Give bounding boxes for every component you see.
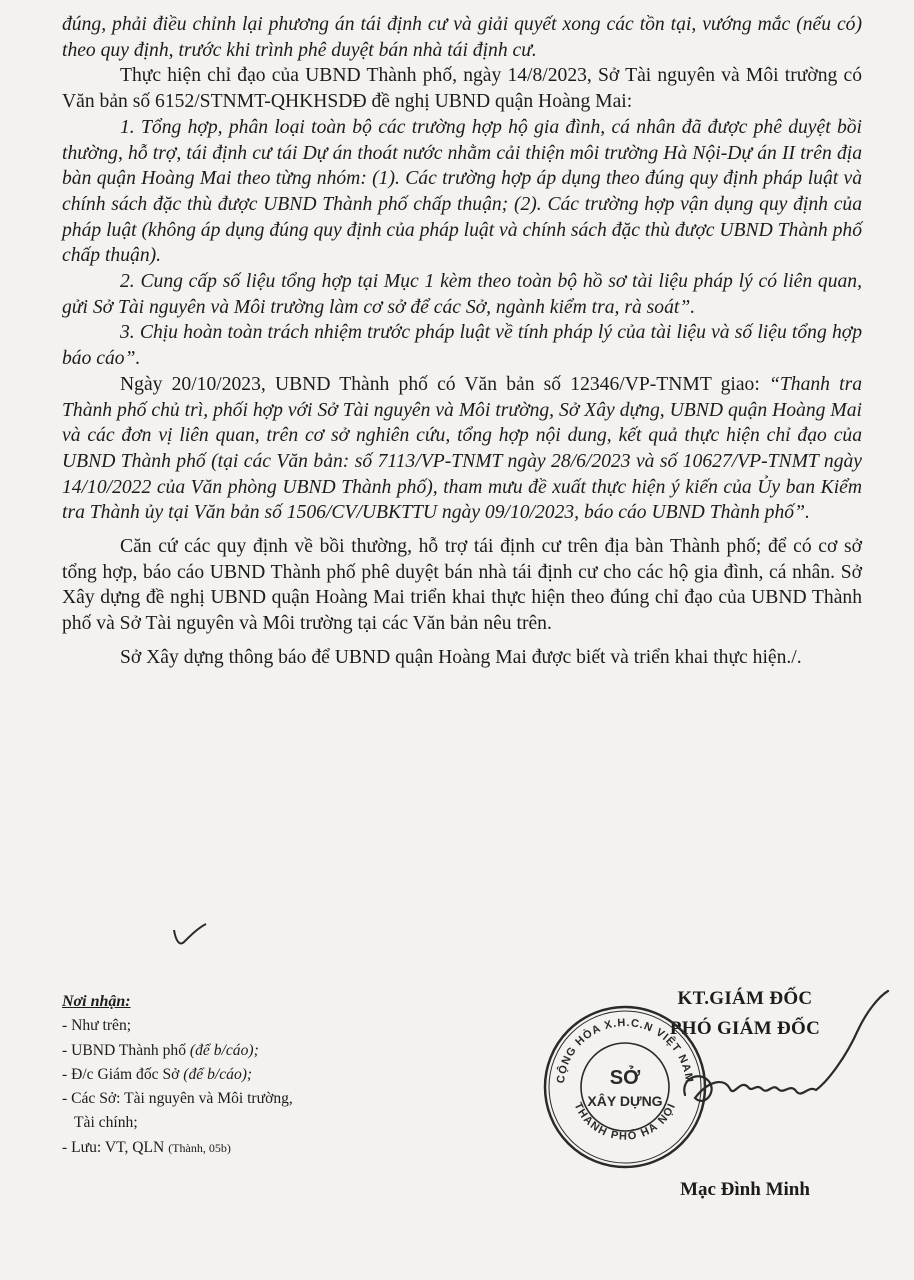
seal-center-top: SỞ — [609, 1067, 641, 1089]
recipient-item: - Đ/c Giám đốc Sở (để b/cáo); — [62, 1065, 253, 1083]
signature-title-line-1: KT.GIÁM ĐỐC — [677, 988, 813, 1009]
paragraph-directive-intro: Thực hiện chỉ đạo của UBND Thành phố, ngày 14/8/2023, Sở Tài nguyên và Môi trường có Văn bản số 6152/STNMT-QHKHSDĐ đề nghị UBND quận Hoàng Mai: — [62, 65, 862, 113]
handwritten-signature — [650, 985, 900, 1135]
seal-ring-top-text: CỘNG HÒA X.H.C.N VIỆT NAM — [555, 1016, 696, 1084]
recipient-item: Tài chính; — [74, 1114, 138, 1132]
recipient-item: - UBND Thành phố (để b/cáo); — [62, 1041, 259, 1059]
signer-name: Mạc Đình Minh — [680, 1179, 810, 1200]
seal-ring-bottom-text: THÀNH PHỐ HÀ NỘI — [571, 1100, 679, 1143]
recipients-block — [62, 990, 442, 1160]
paragraph-request: Căn cứ các quy định về bồi thường, hỗ trợ tái định cư trên địa bàn Thành phố; để có cơ sở tổng hợp, báo cáo UBND Thành phố phê duyệt bán nhà tái định cư cho các hộ gia đình, cá nhân. Sở Xây dựng đề nghị UBND quận Hoàng Mai triển khai thực hiện theo đúng chỉ đạo của UBND Thành phố và Sở Tài nguyên và Môi trường tại các Văn bản nêu trên. — [62, 536, 862, 635]
official-letter-lead: Ngày 20/10/2023, UBND Thành phố có Văn bản số 12346/VP-TNMT giao: — [120, 373, 760, 395]
paragraph-item-2: 2. Cung cấp số liệu tổng hợp tại Mục 1 kèm theo toàn bộ hồ sơ tài liệu pháp lý có liên quan, gửi Sở Tài nguyên và Môi trường làm cơ sở để các Sở, ngành kiểm tra, rà soát”. — [62, 271, 862, 318]
seal-center-bottom: XÂY DỰNG — [587, 1093, 663, 1109]
recipient-item: - Các Sở: Tài nguyên và Môi trường, — [62, 1090, 293, 1108]
signature-title-line-2: PHÓ GIÁM ĐỐC — [669, 1018, 821, 1039]
recipient-item: - Như trên; — [62, 1017, 132, 1035]
official-letter-quote: “Thanh tra Thành phố chủ trì, phối hợp với Sở Tài nguyên và Môi trường, Sở Xây dựng, UBND quận Hoàng Mai và các đơn vị liên quan, trên cơ sở nghiên cứu, tổng hợp nội dung, kết quả thực hiện chỉ đạo của UBND Thành phố (tại các Văn bản: số 7113/VP-TNMT ngày 28/6/2023 và số 10627/VP-TNMT ngày 14/10/2022 của Văn phòng UBND Thành phố), tham mưu đề xuất thực hiện ý kiến của Ủy ban Kiểm tra Thành ủy tại Văn bản số 1506/CV/UBKTTU ngày 09/10/2023, báo cáo UBND Thành phố”. — [62, 373, 863, 524]
paragraph-item-1: 1. Tổng hợp, phân loại toàn bộ các trường hợp hộ gia đình, cá nhân đã được phê duyệt bồi thường, hỗ trợ, tái định cư tái Dự án thoát nước nhằm cải thiện môi trường Hà Nội-Dự án II trên địa bàn quận Hoàng Mai theo từng nhóm: (1). Các trường hợp áp dụng theo đúng quy định pháp luật và chính sách đặc thù được UBND Thành phố chấp thuận; (2). Các trường hợp vận dụng quy định của pháp luật (không áp dụng đúng quy định của pháp luật và chính sách đặc thù được UBND Thành phố chấp thuận). — [62, 116, 862, 267]
paragraph-official-letter — [62, 372, 862, 526]
check-mark-icon — [168, 920, 208, 950]
recipients-heading: Nơi nhận: — [62, 993, 131, 1010]
paragraph-closing: Sở Xây dựng thông báo để UBND quận Hoàng Mai được biết và triển khai thực hiện./. — [120, 646, 802, 668]
paragraph-item-3: 3. Chịu hoàn toàn trách nhiệm trước pháp luật về tính pháp lý của tài liệu và số liệu tổng hợp báo cáo”. — [62, 322, 862, 370]
document-body — [62, 12, 862, 671]
recipient-item: - Lưu: VT, QLN (Thành, 05b) — [62, 1138, 231, 1156]
paragraph-continuation: đúng, phải điều chỉnh lại phương án tái định cư và giải quyết xong các tồn tại, vướng mắc (nếu có) theo quy định, trước khi trình phê duyệt bán nhà tái định cư. — [62, 14, 862, 61]
